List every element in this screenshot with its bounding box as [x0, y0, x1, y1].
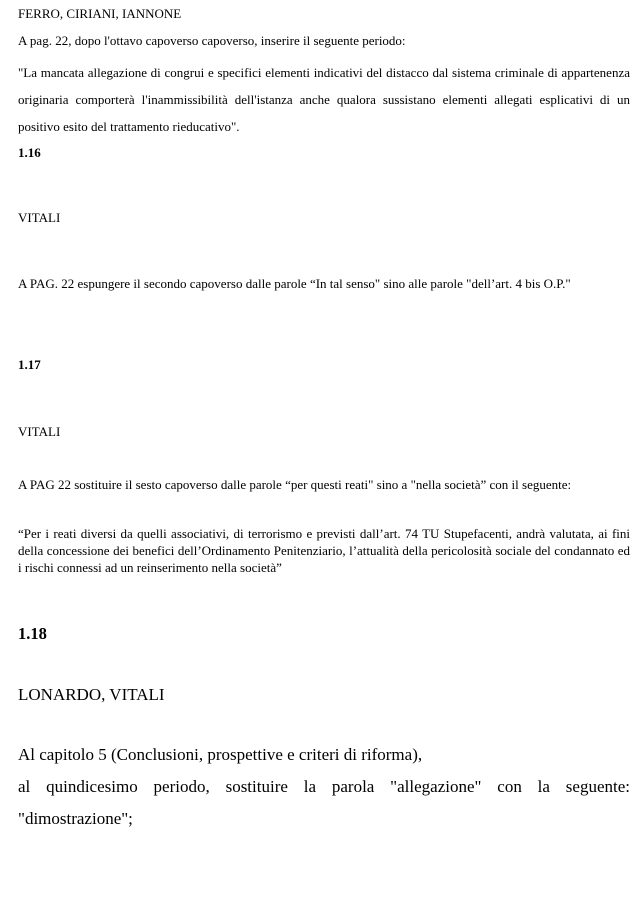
amendment-number: 1.18	[18, 624, 47, 643]
amendment-number: 1.17	[18, 357, 41, 372]
amendment-instruction-line: Al capitolo 5 (Conclusioni, prospettive e criteri di riforma),	[18, 745, 423, 764]
amendment-number: 1.16	[18, 145, 41, 160]
amendment-authors: LONARDO, VITALI	[18, 685, 165, 704]
amendment-instruction: A pag. 22, dopo l'ottavo capoverso capoverso, inserire il seguente periodo:	[18, 33, 406, 48]
amendment-authors: FERRO, CIRIANI, IANNONE	[18, 6, 182, 21]
amendment-instruction: A PAG 22 sostituire il sesto capoverso dalle parole “per questi reati" sino a "nella società” con il seguente:	[18, 477, 572, 492]
amendment-quote: "La mancata allegazione di congrui e specifici elementi indicativi del distacco dal sistema criminale di appartenenza originaria comporterà l'inammissibilità dell'istanza anche qualora sussistano elementi allegati esplicativi di un positivo esito del trattamento rieducativo".	[18, 65, 630, 134]
amendment-authors: VITALI	[18, 210, 61, 225]
amendment-instruction: A PAG. 22 espungere il secondo capoverso dalle parole “In tal senso" sino alle parole "dell’art. 4 bis O.P."	[18, 276, 571, 291]
amendment-authors: VITALI	[18, 424, 61, 439]
amendment-instruction-line: al quindicesimo periodo, sostituire la parola "allegazione" con la seguente:	[18, 777, 630, 796]
amendment-quote: “Per i reati diversi da quelli associativi, di terrorismo e previsti dall’art. 74 TU Stupefacenti, andrà valutata, ai fini della concessione dei benefici dell’Ordinamento Penitenziario, l’attualità della pericolosità sociale del condannato ed i rischi connessi ad un reinserimento nella società”	[18, 526, 630, 575]
amendment-replacement-word: "dimostrazione";	[18, 809, 133, 828]
